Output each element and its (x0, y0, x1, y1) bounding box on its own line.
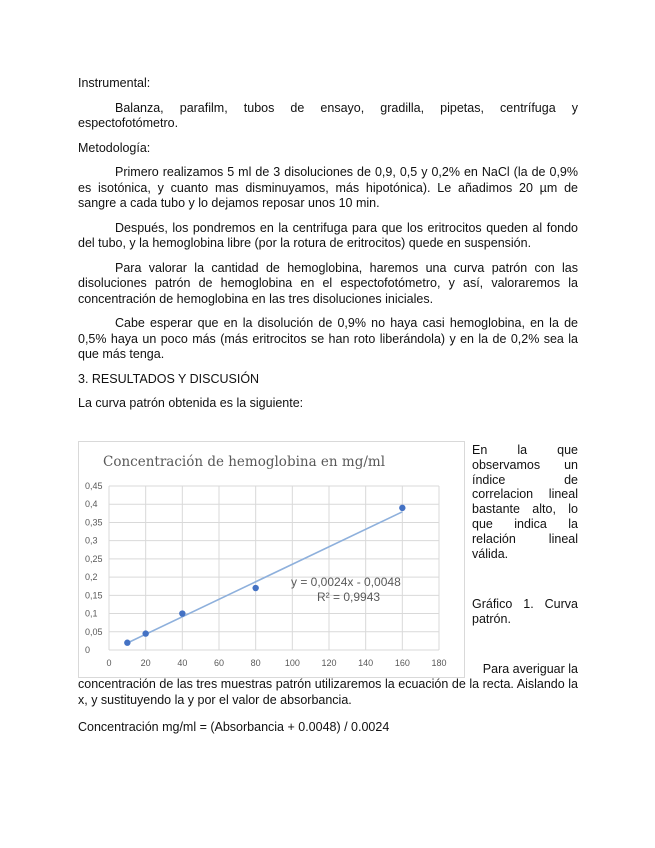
after-chart-text: concentración de las tres muestras patrón utilizaremos la ecuación de la recta. Aislando la x, y sustituyendo la y por el valor de absorbancia. (78, 677, 578, 707)
results-heading: 3. RESULTADOS Y DISCUSIÓN (78, 371, 260, 386)
y-tick-label: 0,35 (85, 517, 103, 528)
y-tick-label: 0,45 (85, 481, 103, 491)
y-tick-label: 0 (85, 645, 91, 655)
metodologia-heading: Metodología: (78, 140, 151, 155)
y-tick-label: 0,3 (85, 535, 98, 546)
data-point (142, 630, 148, 636)
instrumental-text: Balanza, parafilm, tubos de ensayo, gradilla, pipetas, centrífuga y espectofotómetro. (78, 100, 578, 130)
chart-canvas (79, 442, 464, 677)
concentration-formula: Concentración mg/ml = (Absorbancia + 0.0048) / 0.0024 (78, 720, 390, 734)
data-point (399, 505, 405, 511)
x-tick-label: 140 (358, 658, 374, 668)
results-intro: La curva patrón obtenida es la siguiente: (78, 396, 304, 410)
metodologia-paragraph: Después, los pondremos en la centrifuga para que los eritrocitos queden al fondo del tubo, y la hemoglobina libre (por la rotura de eritrocitos) quede en suspensión. (78, 220, 578, 250)
chart-title: Concentración de hemoglobina en mg/ml (103, 454, 386, 470)
trendline-equation: y = 0,0024x - 0,0048 (291, 575, 401, 589)
metodologia-paragraph: Primero realizamos 5 ml de 3 disoluciones de 0,9, 0,5 y 0,2% en NaCl (la de 0,9% es isotónica, y cuanto mas disminuyamos, más hipotónica). Le añadimos 20 µm de sangre a cada tubo y lo dejamos reposar unos 10 min. (78, 165, 578, 210)
y-tick-label: 0,1 (85, 608, 98, 619)
data-point (179, 610, 185, 616)
y-tick-label: 0,05 (85, 626, 103, 637)
y-tick-label: 0,2 (85, 572, 98, 583)
document-body (78, 76, 578, 412)
data-point (124, 640, 130, 646)
x-tick-label: 40 (177, 658, 188, 668)
x-tick-label: 120 (321, 658, 337, 668)
x-tick-label: 80 (250, 658, 261, 668)
y-tick-label: 0,15 (85, 590, 103, 601)
x-tick-label: 60 (213, 658, 225, 668)
calibration-chart (78, 441, 465, 678)
y-tick-label: 0,4 (85, 499, 98, 510)
metodologia-paragraph: Cabe esperar que en la disolución de 0,9% no haya casi hemoglobina, en la de 0,5% haya un poco más (más eritrocitos se han roto liberándola) y en la de 0,2% sea la que más tenga. (78, 316, 578, 361)
figure-caption: Gráfico 1. Curva patrón. (472, 597, 578, 626)
after-chart-block (78, 677, 578, 736)
x-tick-label: 20 (140, 658, 151, 668)
instrumental-heading: Instrumental: (78, 76, 151, 90)
x-tick-label: 0 (106, 658, 112, 668)
x-tick-label: 160 (394, 658, 410, 668)
x-tick-label: 180 (431, 658, 447, 668)
data-point (252, 585, 258, 591)
y-tick-label: 0,25 (85, 553, 103, 564)
chart-side-text: En la que observamos un índice de correlacion lineal bastante alto, lo que indica la relación lineal válida. (472, 443, 578, 561)
after-chart-lead: Para averiguar la (482, 662, 578, 676)
metodologia-paragraph: Para valorar la cantidad de hemoglobina, haremos una curva patrón con las disoluciones patrón de hemoglobina en el espectofotómetro, y así, valoraremos la concentración de hemoglobina en las tres disoluciones iniciales. (78, 260, 578, 306)
trendline-r-squared: R² = 0,9943 (317, 590, 381, 604)
x-tick-label: 100 (284, 658, 300, 668)
